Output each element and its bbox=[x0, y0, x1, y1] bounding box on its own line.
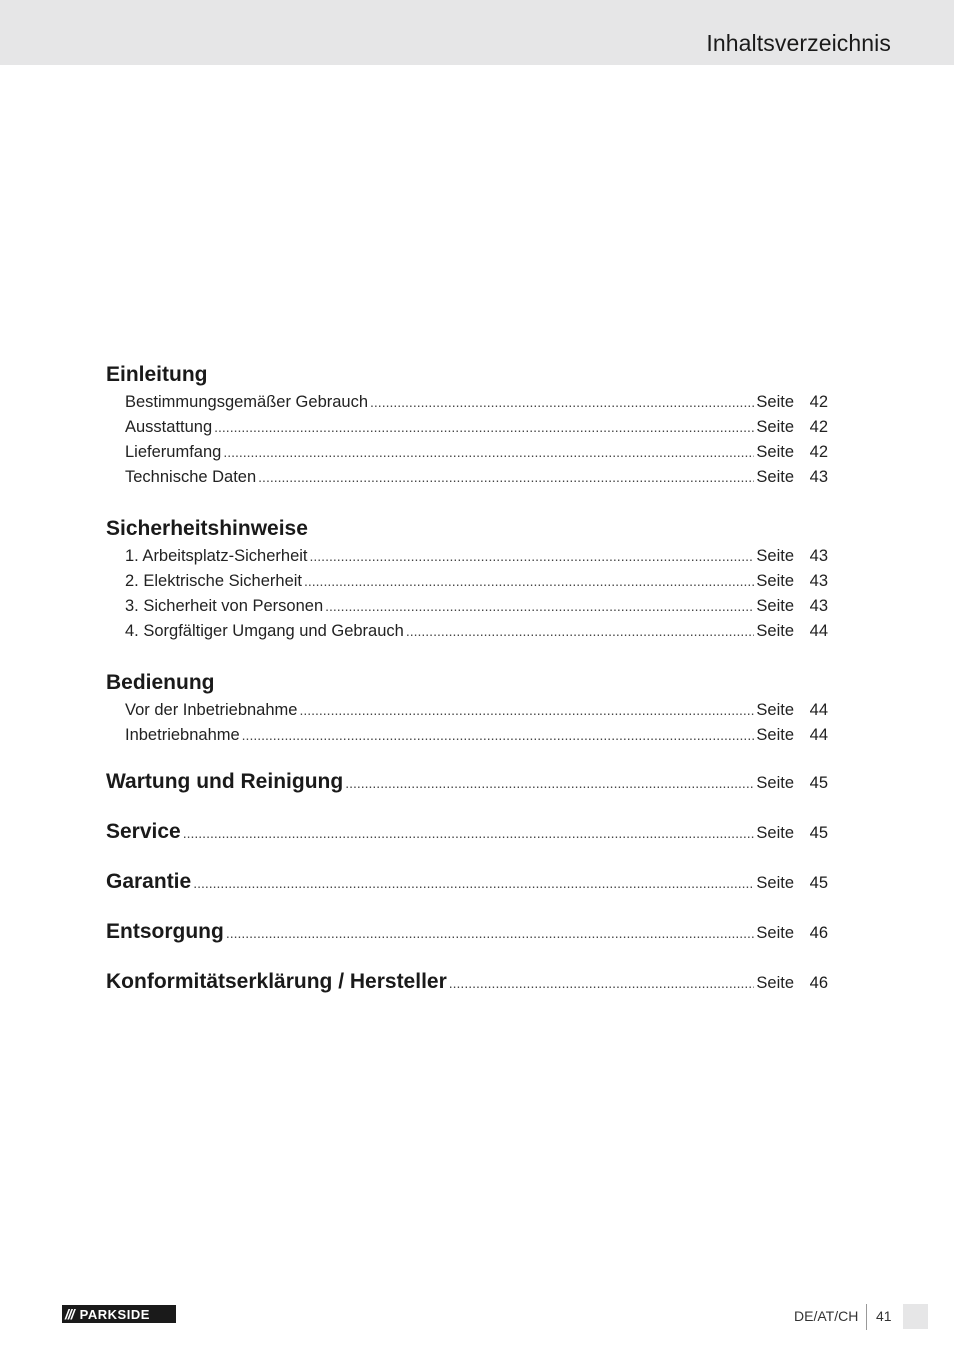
logo-text: PARKSIDE bbox=[79, 1306, 150, 1322]
toc-main-entry-label: Garantie bbox=[106, 870, 192, 893]
dot-leader bbox=[406, 619, 755, 644]
dot-leader bbox=[299, 698, 754, 723]
toc-entry-page: 42 bbox=[809, 443, 828, 461]
section-gap bbox=[106, 490, 828, 514]
region-label: DE/AT/CH bbox=[794, 1308, 859, 1324]
toc-entry-label: Vor der Inbetriebnahme bbox=[125, 701, 298, 719]
toc-entry-seite: Seite bbox=[756, 597, 794, 615]
toc-entry-page: 42 bbox=[809, 393, 828, 411]
toc-main-entry[interactable] bbox=[106, 917, 828, 967]
toc-main-entry-label: Entsorgung bbox=[106, 920, 224, 943]
section-gap bbox=[106, 748, 828, 767]
toc-main-entry-label: Service bbox=[106, 820, 181, 843]
toc-entry-label: Ausstattung bbox=[125, 418, 213, 436]
toc-entry-page: 44 bbox=[809, 726, 828, 744]
dot-leader bbox=[242, 723, 755, 748]
section-sicherheitshinweise bbox=[106, 514, 828, 644]
toc-entry[interactable] bbox=[106, 594, 828, 619]
toc-entry[interactable] bbox=[106, 465, 828, 490]
toc-entry[interactable] bbox=[106, 390, 828, 415]
toc-main-entry-label: Wartung und Reinigung bbox=[106, 770, 344, 793]
dot-leader bbox=[226, 918, 755, 948]
toc-entry-seite: Seite bbox=[756, 572, 794, 590]
toc-entry-label: Technische Daten bbox=[125, 468, 257, 486]
section-einleitung bbox=[106, 360, 828, 490]
toc-entry-seite: Seite bbox=[756, 824, 794, 842]
toc-entry-page: 43 bbox=[809, 572, 828, 590]
toc-entry-page: 46 bbox=[809, 924, 828, 942]
toc-entry-page: 45 bbox=[809, 874, 828, 892]
toc-entry-label: Inbetriebnahme bbox=[125, 726, 240, 744]
toc-entry[interactable] bbox=[106, 723, 828, 748]
toc-entry-label: 3. Sicherheit von Personen bbox=[125, 597, 324, 615]
toc-entry[interactable] bbox=[106, 544, 828, 569]
toc-entry-label: 4. Sorgfältiger Umgang und Gebrauch bbox=[125, 622, 404, 640]
toc-main-entry[interactable] bbox=[106, 817, 828, 867]
toc-entry-page: 45 bbox=[809, 774, 828, 792]
page-title: Inhaltsverzeichnis bbox=[706, 30, 891, 56]
toc-entry-seite: Seite bbox=[756, 547, 794, 565]
dot-leader bbox=[214, 415, 754, 440]
footer-divider bbox=[866, 1304, 867, 1330]
toc-entry-label: 2. Elektrische Sicherheit bbox=[125, 572, 302, 590]
dot-leader bbox=[183, 818, 755, 848]
dot-leader bbox=[449, 968, 755, 998]
header-bar bbox=[0, 0, 954, 65]
toc-entry-seite: Seite bbox=[756, 974, 794, 992]
toc-entry[interactable] bbox=[106, 698, 828, 723]
page-number: 41 bbox=[876, 1308, 892, 1324]
toc-entry[interactable] bbox=[106, 569, 828, 594]
toc-entry-seite: Seite bbox=[756, 622, 794, 640]
section-bedienung bbox=[106, 668, 828, 748]
toc-entry[interactable] bbox=[106, 440, 828, 465]
toc-entry-page: 44 bbox=[809, 622, 828, 640]
dot-leader bbox=[223, 440, 754, 465]
toc-entry-page: 43 bbox=[809, 597, 828, 615]
dot-leader bbox=[304, 569, 754, 594]
toc-entry[interactable] bbox=[106, 415, 828, 440]
toc-entry-seite: Seite bbox=[756, 726, 794, 744]
toc-entry-seite: Seite bbox=[756, 774, 794, 792]
toc-entry-label: Lieferumfang bbox=[125, 443, 222, 461]
section-title: Sicherheitshinweise bbox=[106, 517, 308, 540]
section-title: Bedienung bbox=[106, 671, 215, 694]
dot-leader bbox=[325, 594, 754, 619]
toc-entry-page: 43 bbox=[809, 468, 828, 486]
section-gap bbox=[106, 644, 828, 668]
toc-entry-label: Bestimmungsgemäßer Gebrauch bbox=[125, 393, 369, 411]
dot-leader bbox=[370, 390, 754, 415]
toc-entry-seite: Seite bbox=[756, 443, 794, 461]
dot-leader bbox=[310, 544, 755, 569]
toc-entry-seite: Seite bbox=[756, 468, 794, 486]
toc-entry-page: 45 bbox=[809, 824, 828, 842]
toc-entry[interactable] bbox=[106, 619, 828, 644]
toc-main-entry[interactable] bbox=[106, 867, 828, 917]
toc-entry-seite: Seite bbox=[756, 418, 794, 436]
toc-main-entry[interactable] bbox=[106, 767, 828, 817]
toc-entry-page: 46 bbox=[809, 974, 828, 992]
toc-entry-seite: Seite bbox=[756, 874, 794, 892]
dot-leader bbox=[345, 768, 754, 798]
toc-entry-page: 42 bbox=[809, 418, 828, 436]
dot-leader bbox=[258, 465, 754, 490]
table-of-contents bbox=[106, 360, 828, 1017]
toc-entry-seite: Seite bbox=[756, 924, 794, 942]
toc-entry-seite: Seite bbox=[756, 393, 794, 411]
parkside-logo bbox=[62, 1305, 176, 1323]
toc-entry-seite: Seite bbox=[756, 701, 794, 719]
toc-main-entry-label: Konformitätserklärung / Hersteller bbox=[106, 970, 447, 993]
toc-main-entry[interactable] bbox=[106, 967, 828, 1017]
toc-entry-page: 43 bbox=[809, 547, 828, 565]
section-title: Einleitung bbox=[106, 363, 208, 386]
footer-tab-box bbox=[903, 1304, 928, 1329]
dot-leader bbox=[193, 868, 754, 898]
toc-entry-page: 44 bbox=[809, 701, 828, 719]
toc-entry-label: 1. Arbeitsplatz-Sicherheit bbox=[125, 547, 308, 565]
logo-stripes-icon: /// bbox=[65, 1306, 74, 1322]
